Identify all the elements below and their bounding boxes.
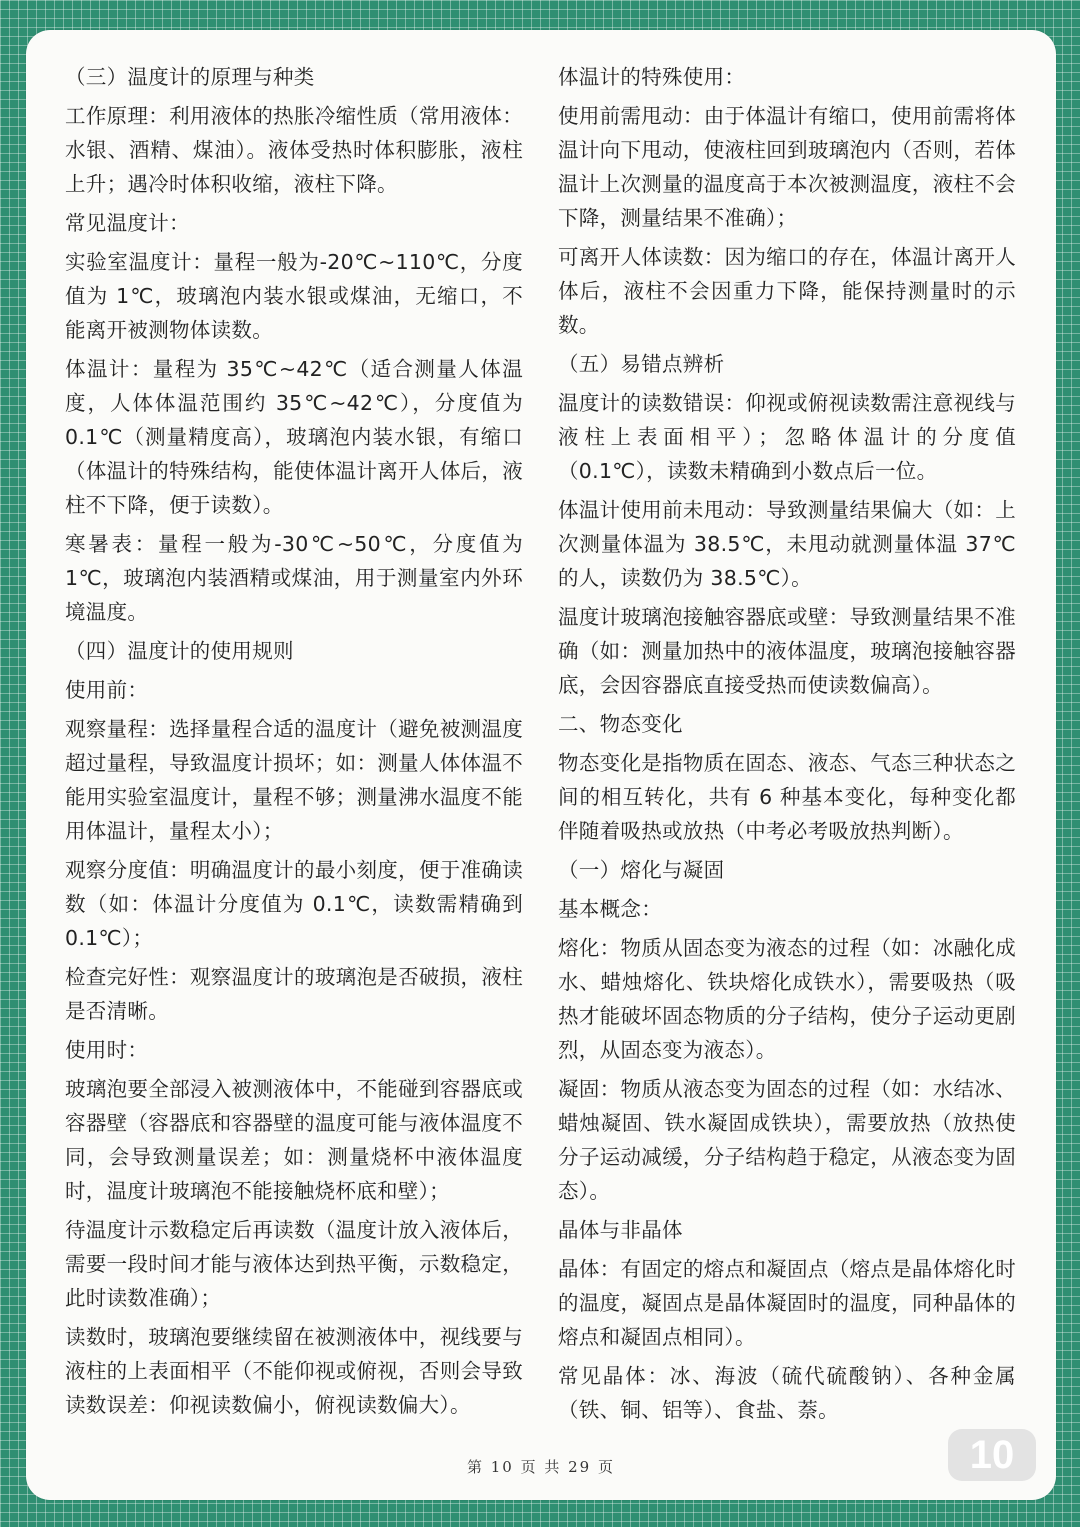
page-number-badge: 10 (948, 1429, 1036, 1481)
paragraph-weather-thermometer: 寒暑表：量程一般为-30℃~50℃，分度值为 1℃，玻璃泡内装酒精或煤油，用于测量室内外环境温度。 (65, 532, 523, 624)
section-heading-state-change: 二、物态变化 (558, 712, 683, 736)
paragraph-during-use: 使用时： (65, 1038, 149, 1062)
paragraph-common-crystals: 常见晶体：冰、海波（硫代硫酸钠）、各种金属（铁、铜、铝等）、食盐、萘。 (558, 1364, 1016, 1422)
paragraph-crystal: 晶体：有固定的熔点和凝固点（熔点是晶体熔化时的温度，凝固点是晶体凝固时的温度，同种晶体的熔点和凝固点相同）。 (558, 1257, 1016, 1349)
paragraph-working-principle: 工作原理：利用液体的热胀冷缩性质（常用液体：水银、酒精、煤油）。液体受热时体积膨胀，液柱上升；遇冷时体积收缩，液柱下降。 (65, 104, 523, 196)
right-column (558, 60, 1016, 1432)
paragraph-reading-error: 温度计的读数错误：仰视或俯视读数需注意视线与液柱上表面相平）；忽略体温计的分度值（0.1℃），读数未精确到小数点后一位。 (558, 391, 1016, 483)
paragraph-clinical-thermometer: 体温计：量程为 35℃~42℃（适合测量人体温度，人体体温范围约 35℃~42℃），分度值为 0.1℃（测量精度高），玻璃泡内装水银，有缩口（体温计的特殊结构，能使体温计离开人体后，液柱不下降，便于读数）。 (65, 357, 523, 517)
paragraph-solidifying: 凝固：物质从液态变为固态的过程（如：水结冰、蜡烛凝固、铁水凝固成铁块），需要放热（放热使分子运动减缓，分子结构趋于稳定，从液态变为固态）。 (558, 1077, 1016, 1203)
section-heading-melting-solidifying: （一）熔化与凝固 (558, 858, 725, 882)
paragraph-crystal-noncrystal: 晶体与非晶体 (558, 1218, 683, 1242)
paragraph-no-shake-error: 体温计使用前未甩动：导致测量结果偏大（如：上次测量体温为 38.5℃，未甩动就测量体温 37℃的人，读数仍为 38.5℃）。 (558, 498, 1016, 590)
paragraph-melting: 熔化：物质从固态变为液态的过程（如：冰融化成水、蜡烛熔化、铁块熔化成铁水），需要吸热（吸热才能破坏固态物质的分子结构，使分子运动更剧烈，从固态变为液态）。 (558, 936, 1016, 1062)
document-page (26, 30, 1056, 1500)
paragraph-observe-range: 观察量程：选择量程合适的温度计（避免被测温度超过量程，导致温度计损坏；如：测量人体体温不能用实验室温度计，量程不够；测量沸水温度不能用体温计，量程太小）； (65, 717, 523, 843)
paragraph-before-use: 使用前： (65, 678, 149, 702)
paragraph-wait-stable: 待温度计示数稳定后再读数（温度计放入液体后，需要一段时间才能与液体达到热平衡，示数稳定，此时读数准确）； (65, 1218, 523, 1310)
section-heading-common-mistakes: （五）易错点辨析 (558, 352, 725, 376)
paragraph-check-integrity: 检查完好性：观察温度计的玻璃泡是否破损，液柱是否清晰。 (65, 965, 523, 1023)
paragraph-state-change-definition: 物态变化是指物质在固态、液态、气态三种状态之间的相互转化，共有 6 种基本变化，每种变化都伴随着吸热或放热（中考必考吸放热判断）。 (558, 751, 1016, 843)
paragraph-bulb-immersion: 玻璃泡要全部浸入被测液体中，不能碰到容器底或容器壁（容器底和容器壁的温度可能与液体温度不同，会导致测量误差；如：测量烧杯中液体温度时，温度计玻璃泡不能接触烧杯底和壁）； (65, 1077, 523, 1203)
paragraph-clinical-special-use: 体温计的特殊使用： (558, 65, 746, 89)
left-column (65, 60, 523, 1427)
paragraph-basic-concepts: 基本概念： (558, 897, 662, 921)
paragraph-reading-sightline: 读数时，玻璃泡要继续留在被测液体中，视线要与液柱的上表面相平（不能仰视或俯视，否则会导致读数误差：仰视读数偏小，俯视读数偏大）。 (65, 1325, 523, 1417)
paragraph-lab-thermometer: 实验室温度计：量程一般为-20℃~110℃，分度值为 1℃，玻璃泡内装水银或煤油，无缩口，不能离开被测物体读数。 (65, 250, 523, 342)
section-heading-thermometer-principle: （三）温度计的原理与种类 (65, 65, 315, 89)
paragraph-bulb-contact-error: 温度计玻璃泡接触容器底或壁：导致测量结果不准确（如：测量加热中的液体温度，玻璃泡接触容器底，会因容器底直接受热而使读数偏高）。 (558, 605, 1016, 697)
paragraph-common-thermometers: 常见温度计： (65, 211, 190, 235)
paragraph-observe-division: 观察分度值：明确温度计的最小刻度，便于准确读数（如：体温计分度值为 0.1℃，读数需精确到 0.1℃）； (65, 858, 523, 950)
page-footer: 第 10 页 共 29 页 (466, 1458, 615, 1476)
paragraph-read-off-body: 可离开人体读数：因为缩口的存在，体温计离开人体后，液柱不会因重力下降，能保持测量时的示数。 (558, 245, 1016, 337)
section-heading-usage-rules: （四）温度计的使用规则 (65, 639, 294, 663)
paragraph-shake-before-use: 使用前需甩动：由于体温计有缩口，使用前需将体温计向下甩动，使液柱回到玻璃泡内（否则，若体温计上次测量的温度高于本次被测温度，液柱不会下降，测量结果不准确）； (558, 104, 1016, 230)
